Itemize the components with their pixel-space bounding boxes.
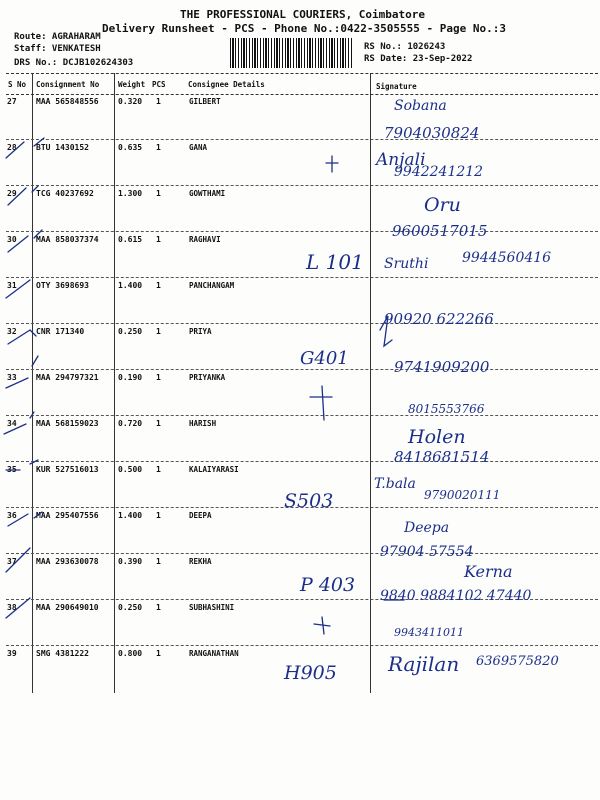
cell-weight: 0.190 [118,373,143,382]
table-header [6,73,598,95]
cell-consignment: KUR 527516013 [36,465,99,474]
cell-sno: 29 [7,189,17,198]
cell-consignee: GOWTHAMI [189,189,226,198]
col-pcs: PCS [152,80,166,89]
barcode [230,38,352,68]
cell-consignee: REKHA [189,557,212,566]
phone-handwriting: 9943411011 [394,626,464,639]
drs-number: DRS No.: DCJB102624303 [14,58,134,68]
cell-pcs: 1 [156,419,161,428]
cell-consignment: MAA 294797321 [36,373,99,382]
table-row [6,415,598,462]
cell-consignment: MAA 290649010 [36,603,99,612]
cell-consignee: SUBHASHINI [189,603,235,612]
col-consignment: Consignment No [36,80,100,89]
cell-weight: 0.800 [118,649,143,658]
cell-sno: 32 [7,327,17,336]
phone-handwriting: 8418681514 [394,448,490,466]
cell-sno: 27 [7,97,17,106]
company-title: THE PROFESSIONAL COURIERS, Coimbatore [180,8,426,21]
table-row [6,277,598,324]
cell-sno: 35 [7,465,17,474]
cell-weight: 1.400 [118,281,143,290]
col-sno: S No [8,80,27,89]
cell-pcs: 1 [156,281,161,290]
cell-consignment: OTY 3698693 [36,281,89,290]
cell-weight: 0.250 [118,327,143,336]
flat-number-handwriting: S503 [284,490,334,512]
cell-consignment: MAA 293630078 [36,557,99,566]
cell-sno: 34 [7,419,17,428]
cell-weight: 0.720 [118,419,143,428]
cell-pcs: 1 [156,373,161,382]
cell-pcs: 1 [156,327,161,336]
rs-number: RS No.: 1026243 [364,42,446,52]
cell-weight: 0.615 [118,235,143,244]
cell-consignee: HARISH [189,419,217,428]
phone-handwriting: 8015553766 [408,402,485,416]
col-signature: Signature [376,82,417,91]
phone-handwriting: 9942241212 [394,164,484,180]
cell-consignee: GILBERT [189,97,221,106]
cell-sno: 39 [7,649,17,658]
phone-handwriting: 7904030824 [384,124,480,142]
cell-pcs: 1 [156,235,161,244]
cell-sno: 38 [7,603,17,612]
phone-handwriting: 9741909200 [394,358,490,376]
cell-pcs: 1 [156,97,161,106]
phone-handwriting: 6369575820 [476,654,559,669]
phone-handwriting: 9944560416 [462,250,552,266]
cell-weight: 0.635 [118,143,143,152]
signature-handwriting: Sobana [394,98,447,114]
cell-pcs: 1 [156,557,161,566]
cell-consignment: SMG 4381222 [36,649,89,658]
cell-weight: 0.320 [118,97,143,106]
col-weight: Weight [118,80,146,89]
flat-number-handwriting: G401 [300,348,349,369]
cell-consignee: RANGANATHAN [189,649,239,658]
cell-pcs: 1 [156,511,161,520]
table-row [6,507,598,554]
cell-weight: 0.500 [118,465,143,474]
signature-handwriting: Anjali [376,150,426,170]
cell-consignee: PRIYA [189,327,212,336]
cell-sno: 37 [7,557,17,566]
cell-consignee: DEEPA [189,511,212,520]
cell-consignment: CNR 171340 [36,327,85,336]
cell-sno: 31 [7,281,17,290]
phone-handwriting: 9600517015 [392,222,488,240]
cell-weight: 0.250 [118,603,143,612]
cell-consignment: MAA 295407556 [36,511,99,520]
table-row [6,599,598,646]
cell-consignment: BTU 1430152 [36,143,89,152]
route-label: Route: AGRAHARAM [14,32,101,42]
cell-consignee: PANCHANGAM [189,281,235,290]
signature-handwriting: T.bala [374,476,416,492]
phone-handwriting: 97904 57554 [380,544,474,560]
flat-number-handwriting: L 101 [306,250,364,274]
cell-consignment: TCG 40237692 [36,189,94,198]
signature-handwriting: Kerna [464,562,513,581]
cell-weight: 1.400 [118,511,143,520]
cell-pcs: 1 [156,189,161,198]
rs-date: RS Date: 23-Sep-2022 [364,54,473,64]
flat-number-handwriting: H905 [284,662,337,684]
cell-consignee: GANA [189,143,208,152]
cell-weight: 1.300 [118,189,143,198]
flat-number-handwriting: P 403 [300,574,356,596]
phone-handwriting: 90920 622266 [384,310,494,328]
cell-sno: 36 [7,511,17,520]
cell-weight: 0.390 [118,557,143,566]
cell-consignee: KALAIYARASI [189,465,239,474]
cell-pcs: 1 [156,143,161,152]
signature-handwriting: Holen [408,426,466,448]
cell-pcs: 1 [156,649,161,658]
cell-consignment: MAA 568159023 [36,419,99,428]
signature-handwriting: Rajilan [388,652,460,676]
runsheet-subtitle: Delivery Runsheet - PCS - Phone No.:0422-3505555 - Page No.:3 [102,22,506,35]
cell-sno: 30 [7,235,17,244]
table-row [6,93,598,140]
cell-pcs: 1 [156,465,161,474]
cell-sno: 28 [7,143,17,152]
table-row [6,369,598,416]
cell-consignee: PRIYANKA [189,373,226,382]
cell-consignee: RAGHAVI [189,235,221,244]
cell-consignment: MAA 565848556 [36,97,99,106]
phone-handwriting: 9840 9884102 47440 [380,588,532,604]
phone-handwriting: 9790020111 [424,488,501,502]
table-row [6,139,598,186]
cell-consignment: MAA 858037374 [36,235,99,244]
signature-handwriting: Sruthi [384,256,429,272]
cell-pcs: 1 [156,603,161,612]
signature-handwriting: Oru [424,194,461,216]
cell-sno: 33 [7,373,17,382]
staff-label: Staff: VENKATESH [14,44,101,54]
table-row [6,185,598,232]
col-consignee: Consignee Details [188,80,265,89]
signature-handwriting: Deepa [404,520,450,536]
